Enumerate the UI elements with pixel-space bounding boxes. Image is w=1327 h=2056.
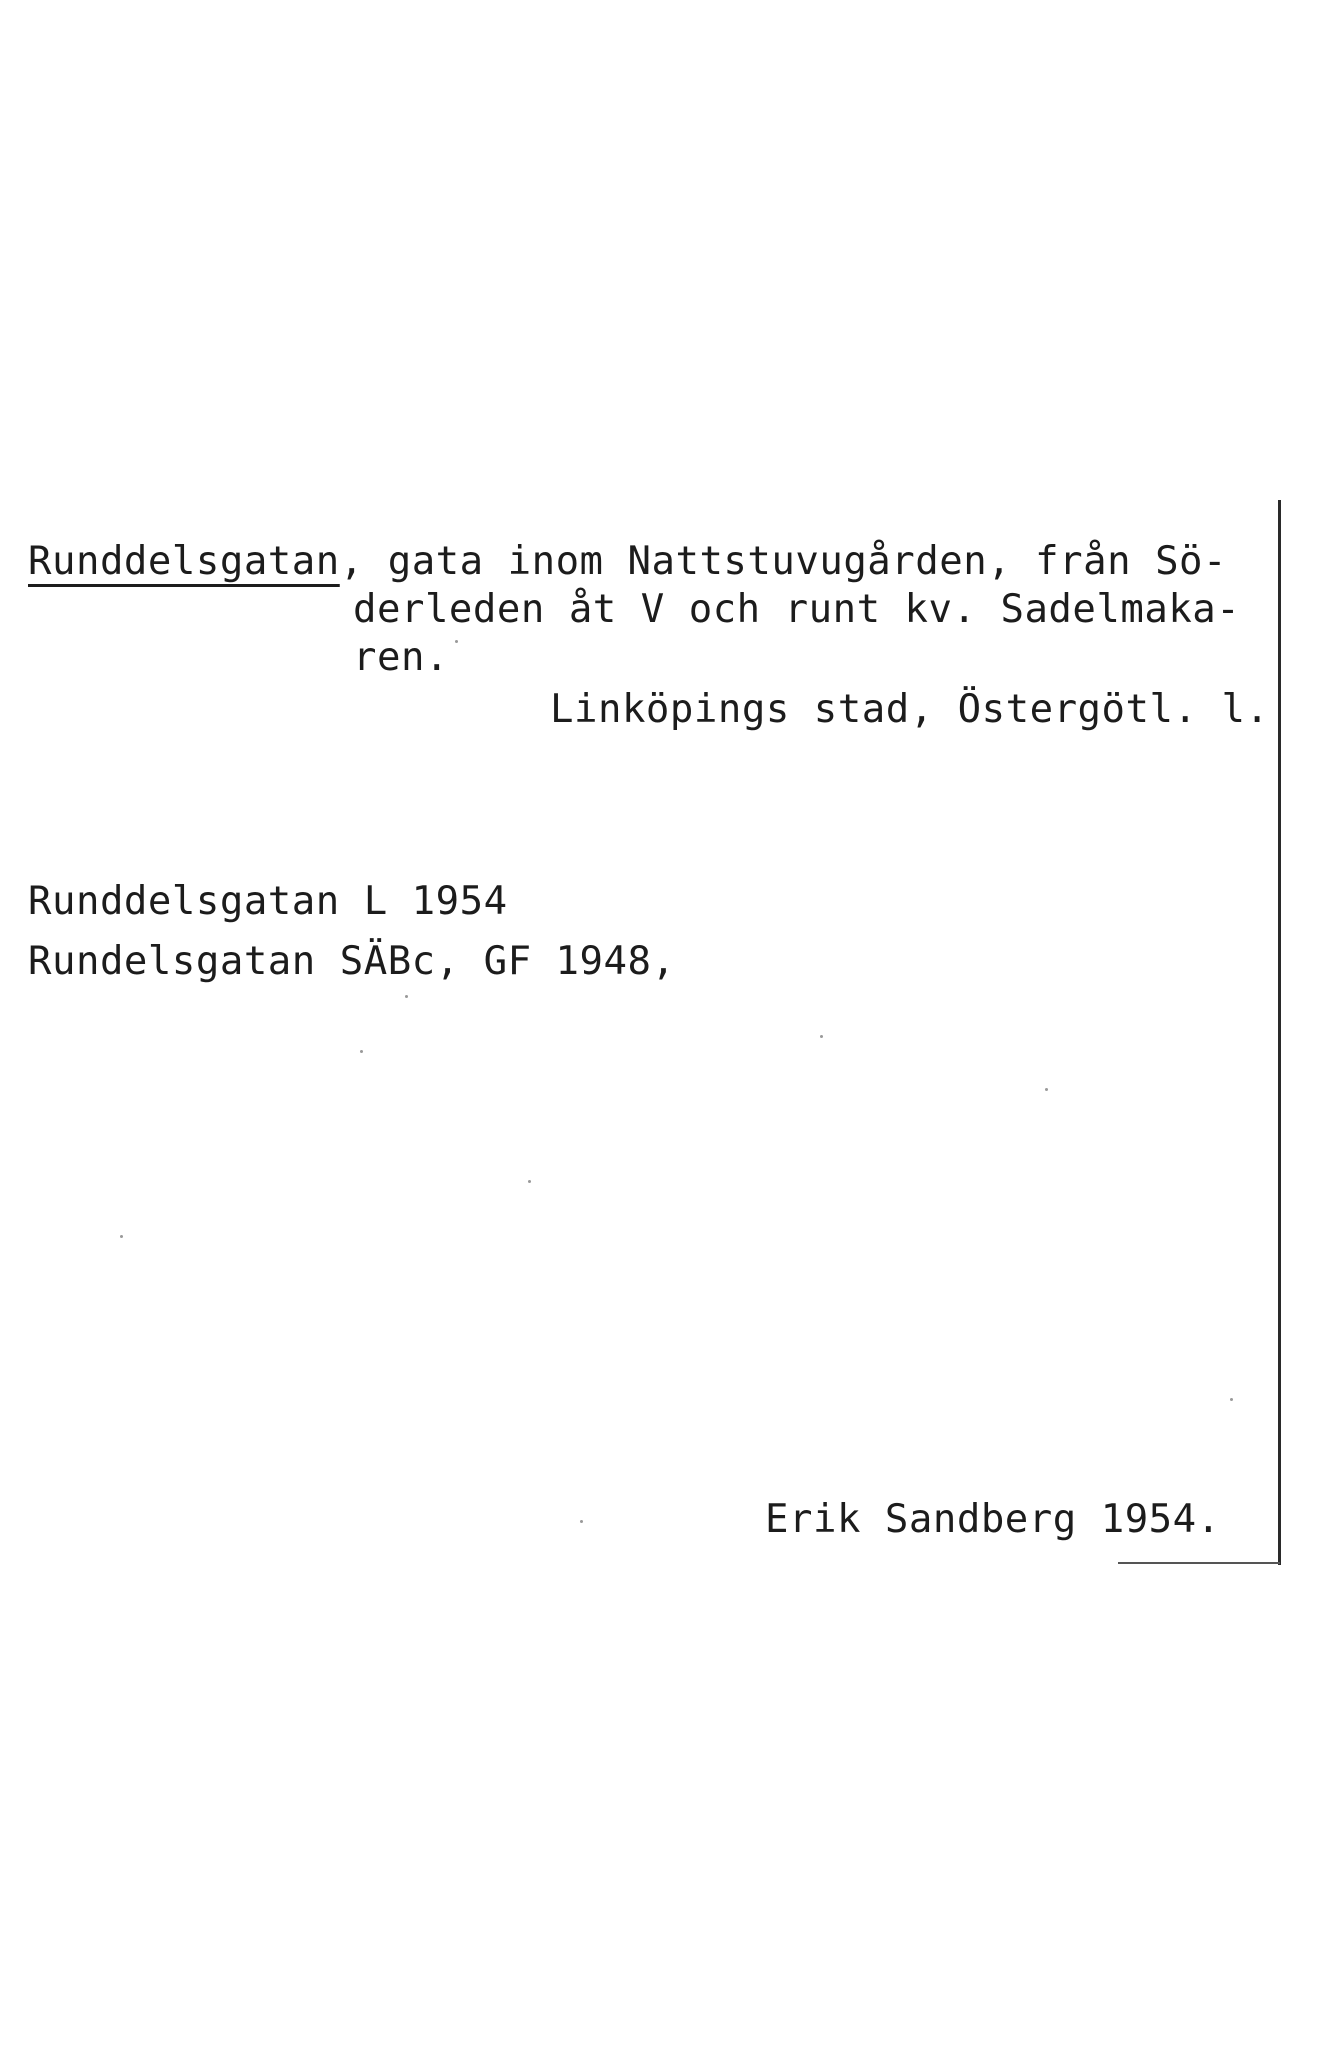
reference-line-2: Rundelsgatan SÄBc, GF 1948, — [28, 939, 676, 984]
entry-first-line — [28, 540, 1227, 584]
entry-location: Linköpings stad, Östergötl. l. — [550, 687, 1270, 732]
entry-description-line-1: , gata inom Nattstuvugården, från Sö- — [339, 539, 1228, 584]
scan-speck — [820, 1035, 823, 1038]
entry-headword: Runddelsgatan — [28, 539, 340, 584]
reference-line-1: Runddelsgatan L 1954 — [28, 879, 508, 924]
scan-speck — [405, 995, 408, 998]
scan-speck — [580, 1520, 583, 1523]
scan-speck — [120, 1235, 123, 1238]
signature: Erik Sandberg 1954. — [765, 1497, 1221, 1542]
card-bottom-edge — [1118, 1562, 1280, 1564]
card-right-edge — [1278, 500, 1281, 1565]
scan-speck — [1230, 1398, 1233, 1401]
scan-speck — [455, 640, 458, 643]
scan-speck — [528, 1180, 531, 1183]
entry-description-line-3: ren. — [353, 635, 449, 680]
scan-speck — [360, 1050, 363, 1053]
scan-speck — [1045, 1088, 1048, 1091]
entry-description-line-2: derleden åt V och runt kv. Sadelmaka- — [353, 587, 1241, 632]
